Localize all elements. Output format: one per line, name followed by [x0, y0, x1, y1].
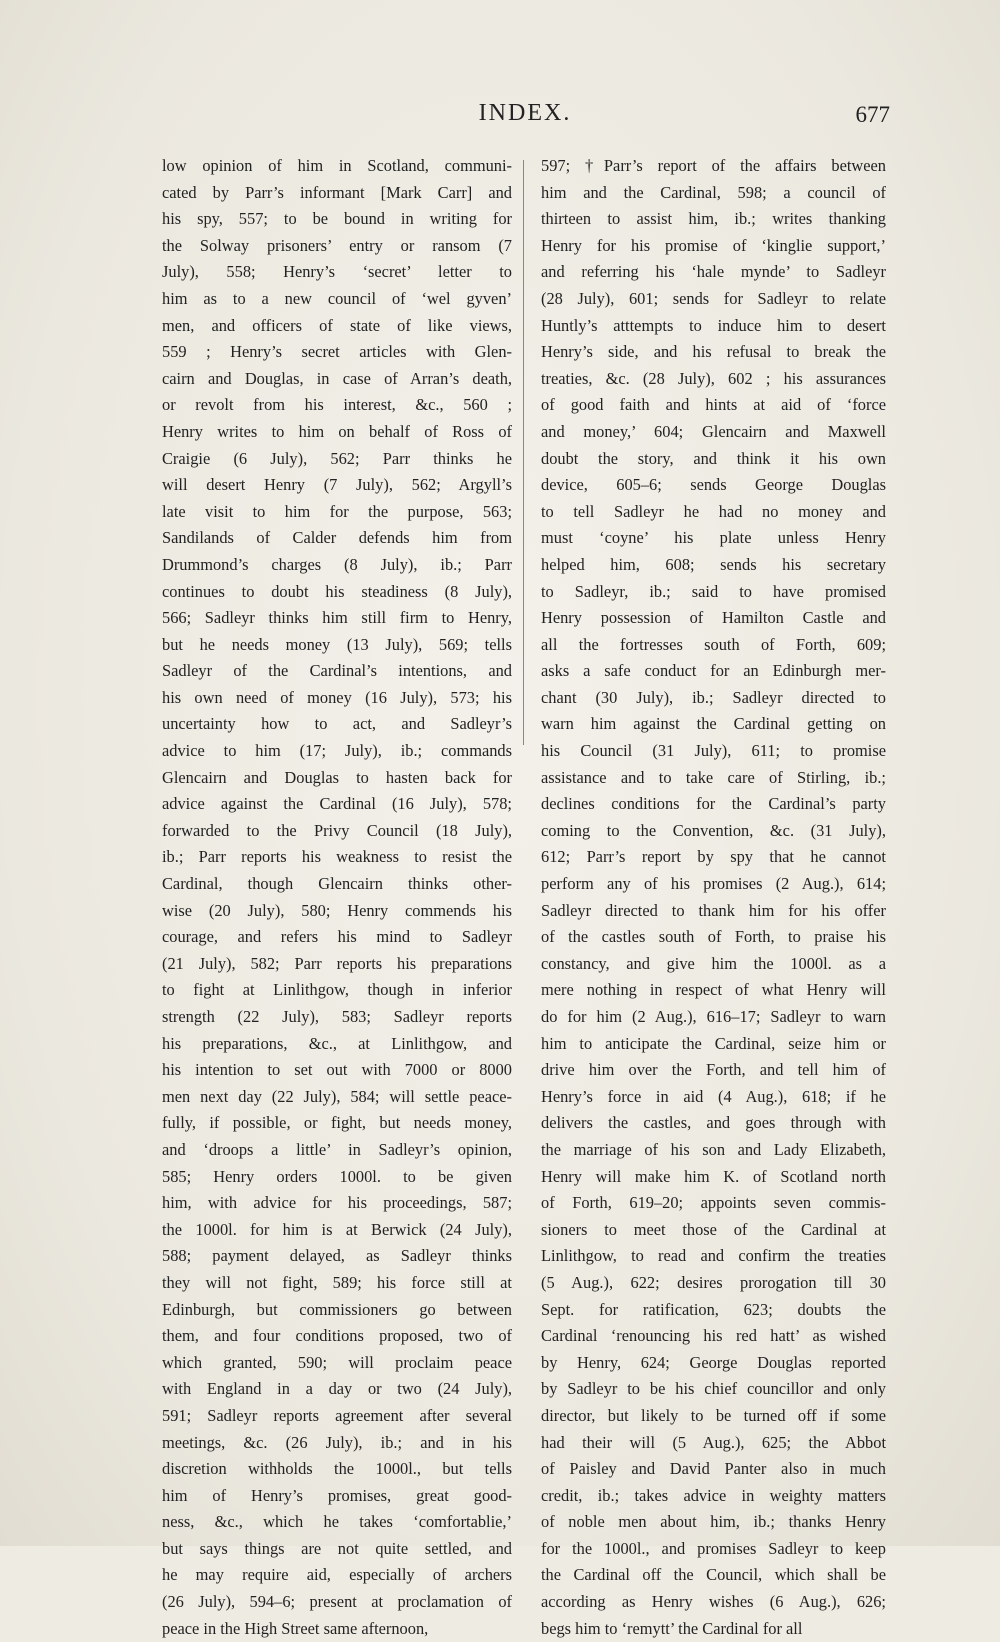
text-line: but says things are not quite settled, and	[162, 1538, 512, 1558]
text-line: Edinburgh, but commissioners go between	[162, 1299, 512, 1319]
text-line: declines conditions for the Cardinal’s party	[541, 794, 886, 814]
text-line: his intention to set out with 7000 or 8000	[162, 1060, 512, 1080]
text-line: peace in the High Street same afternoon,	[162, 1618, 429, 1638]
text-line: had their will (5 Aug.), 625; the Abbot	[541, 1432, 886, 1452]
text-line: mere nothing in respect of what Henry will	[541, 980, 886, 1000]
text-line: ness, &c., which he takes ‘comfortablie,’	[162, 1512, 512, 1532]
text-line: perform any of his promises (2 Aug.), 614;	[541, 874, 886, 894]
text-line: warn him against the Cardinal getting on	[541, 714, 886, 734]
text-line: the Cardinal off the Council, which shall be	[541, 1565, 886, 1585]
text-line: or revolt from his interest, &c., 560 ;	[162, 395, 512, 415]
text-line: to fight at Linlithgow, though in inferior	[162, 980, 512, 1000]
text-line: for the 1000l., and promises Sadleyr to keep	[541, 1538, 886, 1558]
text-line: courage, and refers his mind to Sadleyr	[162, 927, 512, 947]
text-line: 585; Henry orders 1000l. to be given	[162, 1166, 512, 1186]
text-line: him, with advice for his proceedings, 587;	[162, 1193, 512, 1213]
text-line: will desert Henry (7 July), 562; Argyll’s	[162, 475, 512, 495]
text-line: Henry writes to him on behalf of Ross of	[162, 421, 512, 441]
text-line: advice to him (17; July), ib.; commands	[162, 741, 512, 761]
text-line: advice against the Cardinal (16 July), 578;	[162, 794, 512, 814]
text-line: Huntly’s atttempts to induce him to desert	[541, 315, 886, 335]
text-line: Sept. for ratification, 623; doubts the	[541, 1299, 886, 1319]
text-line: thirteen to assist him, ib.; writes thanking	[541, 209, 886, 229]
text-line: him as to a new council of ‘wel gyven’	[162, 288, 512, 308]
text-line: (28 July), 601; sends for Sadleyr to relate	[541, 288, 886, 308]
left-text-column	[162, 153, 512, 1642]
text-line: of noble men about him, ib.; thanks Henry	[541, 1512, 886, 1532]
text-line: of the castles south of Forth, to praise his	[541, 927, 886, 947]
column-divider	[523, 160, 524, 745]
text-line: cated by Parr’s informant [Mark Carr] and	[162, 182, 512, 202]
text-line: they will not fight, 589; his force still at	[162, 1272, 512, 1292]
text-line: (21 July), 582; Parr reports his preparations	[162, 953, 512, 973]
text-line: all the fortresses south of Forth, 609;	[541, 634, 886, 654]
text-line: director, but likely to be turned off if some	[541, 1405, 886, 1425]
text-line: him and the Cardinal, 598; a council of	[541, 182, 886, 202]
text-line: Henry’s force in aid (4 Aug.), 618; if he	[541, 1086, 886, 1106]
text-line: Glencairn and Douglas to hasten back for	[162, 767, 512, 787]
text-line: fully, if possible, or fight, but needs money,	[162, 1113, 512, 1133]
text-line: him to anticipate the Cardinal, seize him or	[541, 1033, 886, 1053]
text-line: men next day (22 July), 584; will settle peace-	[162, 1086, 512, 1106]
text-line: Henry possession of Hamilton Castle and	[541, 608, 886, 628]
text-line: which granted, 590; will proclaim peace	[162, 1352, 512, 1372]
text-line: but he needs money (13 July), 569; tells	[162, 634, 512, 654]
text-line: low opinion of him in Scotland, communi-	[162, 156, 512, 175]
text-line: coming to the Convention, &c. (31 July),	[541, 820, 886, 840]
text-line: wise (20 July), 580; Henry commends his	[162, 900, 512, 920]
text-line: device, 605–6; sends George Douglas	[541, 475, 886, 495]
text-line: Sadleyr directed to thank him for his offer	[541, 900, 886, 920]
page-title: INDEX.	[478, 100, 572, 126]
text-line: treaties, &c. (28 July), 602 ; his assurances	[541, 368, 886, 388]
text-line: by Henry, 624; George Douglas reported	[541, 1352, 886, 1372]
text-line: men, and officers of state of like views,	[162, 315, 512, 335]
text-line: Craigie (6 July), 562; Parr thinks he	[162, 448, 512, 468]
text-line: of good faith and hints at aid of ‘force	[541, 395, 886, 415]
text-line: according as Henry wishes (6 Aug.), 626;	[541, 1592, 886, 1612]
text-line: his spy, 557; to be bound in writing for	[162, 209, 512, 229]
text-line: credit, ib.; takes advice in weighty matters	[541, 1485, 886, 1505]
text-line: begs him to ‘remytt’ the Cardinal for all	[541, 1618, 803, 1638]
text-line: Linlithgow, to read and confirm the treaties	[541, 1246, 886, 1266]
text-line: asks a safe conduct for an Edinburgh mer-	[541, 661, 886, 681]
text-line: Cardinal ‘renouncing his red hatt’ as wished	[541, 1326, 886, 1346]
text-line: Sandilands of Calder defends him from	[162, 528, 512, 548]
text-line: forwarded to the Privy Council (18 July),	[162, 820, 512, 840]
text-line: and money,’ 604; Glencairn and Maxwell	[541, 421, 886, 441]
text-line: delivers the castles, and goes through with	[541, 1113, 886, 1133]
text-line: drive him over the Forth, and tell him of	[541, 1060, 886, 1080]
text-line: him of Henry’s promises, great good-	[162, 1485, 512, 1505]
text-line: July), 558; Henry’s ‘secret’ letter to	[162, 262, 512, 282]
text-line: the marriage of his son and Lady Elizabeth,	[541, 1139, 886, 1159]
text-line: strength (22 July), 583; Sadleyr reports	[162, 1007, 512, 1026]
text-line: continues to doubt his steadiness (8 July),	[162, 581, 512, 601]
text-line: constancy, and give him the 1000l. as a	[541, 953, 886, 973]
text-line: Henry’s side, and his refusal to break the	[541, 342, 886, 362]
text-line: Sadleyr of the Cardinal’s intentions, and	[162, 661, 512, 681]
text-line: Drummond’s charges (8 July), ib.; Parr	[162, 554, 512, 574]
text-line: by Sadleyr to be his chief councillor and only	[541, 1379, 886, 1399]
text-line: them, and four conditions proposed, two of	[162, 1326, 512, 1346]
text-line: helped him, 608; sends his secretary	[541, 554, 886, 574]
text-line: 597; †Parr’s report of the affairs between	[541, 156, 886, 175]
right-text-column	[541, 153, 886, 1642]
text-line: his own need of money (16 July), 573; his	[162, 687, 512, 707]
text-line: to Sadleyr, ib.; said to have promised	[541, 581, 886, 601]
text-line: must ‘coyne’ his plate unless Henry	[541, 528, 886, 548]
page-number: 677	[855, 102, 890, 127]
text-line: meetings, &c. (26 July), ib.; and in his	[162, 1432, 512, 1452]
text-line: 566; Sadleyr thinks him still firm to Henry,	[162, 608, 512, 628]
text-line: (5 Aug.), 622; desires prorogation till 30	[541, 1272, 886, 1292]
text-line: Cardinal, though Glencairn thinks other-	[162, 874, 512, 894]
text-line: and referring his ‘hale mynde’ to Sadleyr	[541, 262, 886, 282]
text-line: doubt the story, and think it his own	[541, 448, 886, 468]
text-line: 559 ; Henry’s secret articles with Glen-	[162, 342, 512, 362]
text-line: Henry for his promise of ‘kinglie support,’	[541, 235, 886, 255]
text-line: discretion withholds the 1000l., but tells	[162, 1459, 512, 1479]
text-line: cairn and Douglas, in case of Arran’s death,	[162, 368, 512, 388]
text-line: with England in a day or two (24 July),	[162, 1379, 512, 1399]
text-line: 612; Parr’s report by spy that he cannot	[541, 847, 886, 867]
text-line: he may require aid, especially of archers	[162, 1565, 512, 1585]
text-line: uncertainty how to act, and Sadleyr’s	[162, 714, 512, 734]
text-line: chant (30 July), ib.; Sadleyr directed to	[541, 687, 886, 707]
text-line: to tell Sadleyr he had no money and	[541, 501, 886, 521]
text-line: of Paisley and David Panter also in much	[541, 1459, 886, 1479]
text-line: the 1000l. for him is at Berwick (24 July),	[162, 1219, 512, 1239]
text-line: ib.; Parr reports his weakness to resist the	[162, 847, 512, 867]
text-line: his preparations, &c., at Linlithgow, and	[162, 1033, 512, 1053]
text-line: his Council (31 July), 611; to promise	[541, 741, 886, 761]
text-line: assistance and to take care of Stirling, ib.;	[541, 767, 886, 787]
text-line: (26 July), 594–6; present at proclamation of	[162, 1592, 512, 1612]
text-line: 591; Sadleyr reports agreement after several	[162, 1405, 512, 1425]
text-line: do for him (2 Aug.), 616–17; Sadleyr to warn	[541, 1007, 886, 1026]
text-line: the Solway prisoners’ entry or ransom (7	[162, 235, 512, 255]
text-line: late visit to him for the purpose, 563;	[162, 501, 512, 521]
text-line: Henry will make him K. of Scotland north	[541, 1166, 886, 1186]
text-line: 588; payment delayed, as Sadleyr thinks	[162, 1246, 512, 1266]
text-line: and ‘droops a little’ in Sadleyr’s opinion,	[162, 1139, 512, 1159]
running-header	[160, 100, 890, 140]
text-line: sioners to meet those of the Cardinal at	[541, 1219, 886, 1239]
text-line: of Forth, 619–20; appoints seven commis-	[541, 1193, 886, 1213]
